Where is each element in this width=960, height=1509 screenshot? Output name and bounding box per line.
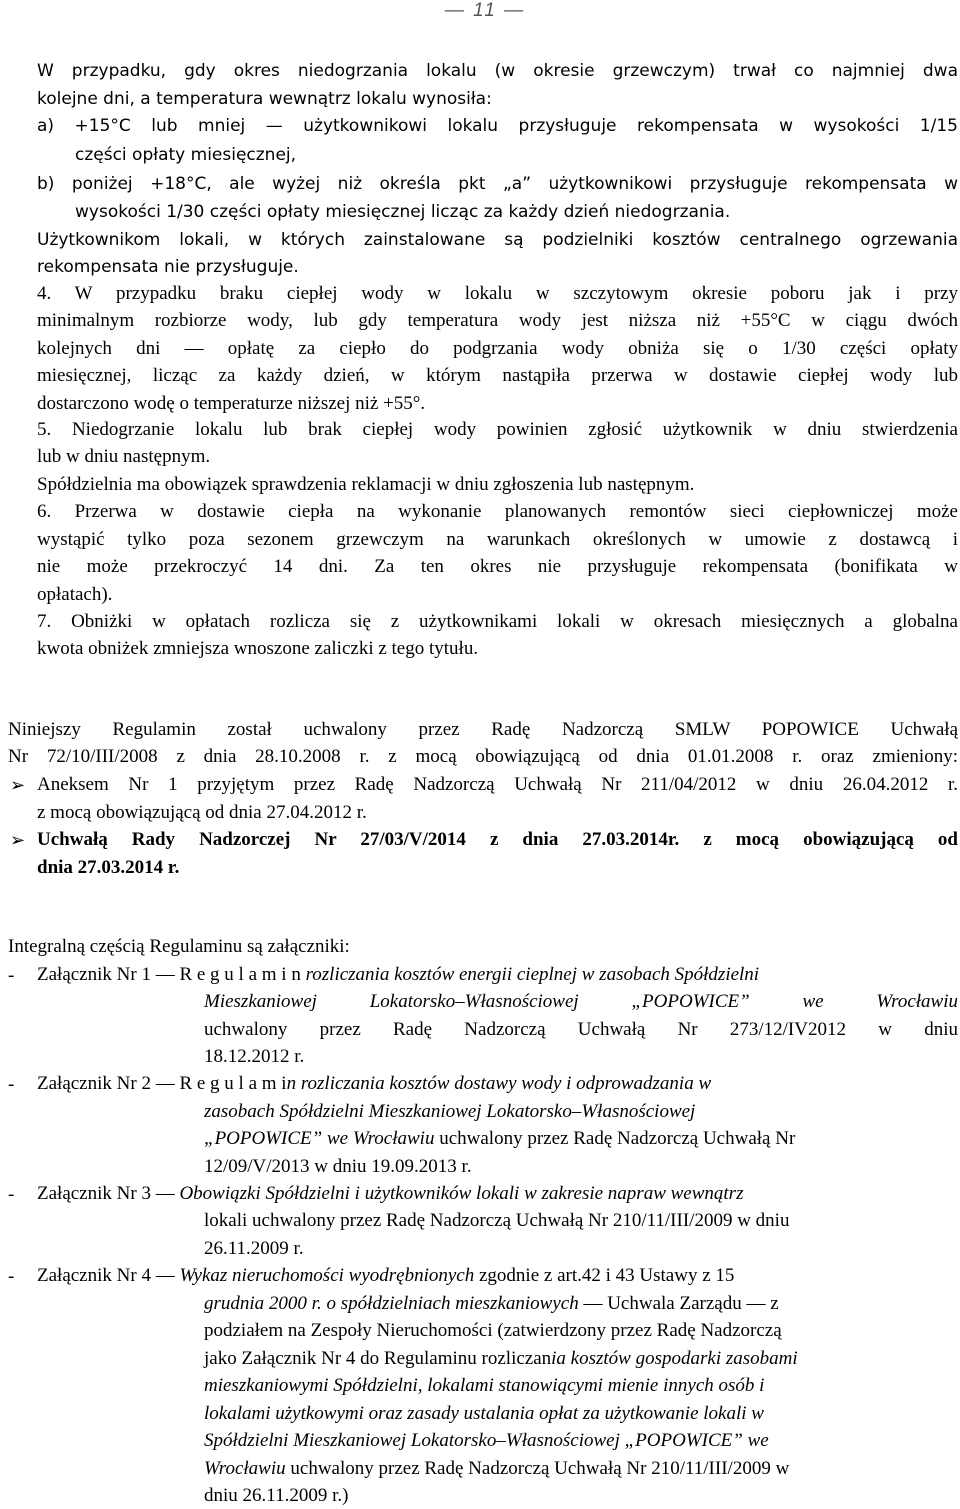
point-4-line-1: 4. W przypadku braku ciepłej wody w lokalu w szczytowym okresie poboru jak i przy <box>37 283 958 304</box>
annex-1-line-4: 18.12.2012 r. <box>204 1046 305 1067</box>
annex-4-line-7: Spółdzielni Mieszkaniowej Lokatorsko–Własnościowej „POPOWICE” we <box>204 1430 769 1451</box>
annex-1-label: Załącznik Nr 1 — R e g u l a m i n <box>37 964 301 985</box>
annex-2-label: Załącznik Nr 2 — R e g u l a m i <box>37 1073 287 1094</box>
amendment-2-line-1: Uchwałą Rady Nadzorczej Nr 27/03/V/2014 z dnia 27.03.2014r. z mocą obowiązującą od <box>37 829 958 850</box>
annex-3-title: Obowiązki Spółdzielni i użytkowników lokali w zakresie napraw wewnątrz <box>179 1183 744 1204</box>
annex-4-line-4-italic: ia kosztów gospodarki zasobami <box>551 1348 798 1369</box>
annex-3-line-3: 26.11.2009 r. <box>204 1238 304 1259</box>
intro-line-2: kolejne dni, a temperatura wewnątrz lokalu wynosiła: <box>37 89 492 109</box>
dash-bullet: - <box>8 1074 15 1095</box>
point-7-line-1: 7. Obniżki w opłatach rozlicza się z użytkownikami lokali w okresach miesięcznych a globalna <box>37 611 958 632</box>
arrow-bullet-icon: ➢ <box>10 775 26 796</box>
adoption-line-1: Niniejszy Regulamin został uchwalony przez Radę Nadzorczą SMLW POPOWICE Uchwałą <box>8 719 958 740</box>
annex-4-line-8-rest: uchwalony przez Radę Nadzorczą Uchwałą Nr 210/11/III/2009 w <box>290 1458 790 1479</box>
item-b-line-2: wysokości 1/30 części opłaty miesięcznej licząc za każdy dzień niedogrzania. <box>75 202 731 222</box>
annex-4-line-1 <box>37 1266 734 1285</box>
annex-2-line-3 <box>204 1129 795 1148</box>
annex-2-title: n rozliczania kosztów dostawy wody i odprowadzania w <box>286 1073 712 1094</box>
amendment-1-line-2: z mocą obowiązującą od dnia 27.04.2012 r. <box>37 802 367 823</box>
annex-4-label: Załącznik Nr 4 — <box>37 1265 175 1286</box>
annex-4-line-9: dniu 26.11.2009 r.) <box>204 1485 349 1506</box>
point-5-line-2: lub w dniu następnym. <box>37 446 211 467</box>
point-6-line-4: opłatach). <box>37 584 113 605</box>
annex-4-title: Wykaz nieruchomości wyodrębnionych <box>179 1265 475 1286</box>
annex-4-line-4-plain: jako Załącznik Nr 4 do Regulaminu rozliczan <box>204 1348 552 1369</box>
annex-1-line-1 <box>37 965 759 984</box>
point-6-line-3: nie może przekroczyć 14 dni. Za ten okres nie przysługuje rekompensata (bonifikata w <box>37 556 958 577</box>
annex-4-line-2 <box>204 1294 779 1313</box>
point-7-line-2: kwota obniżek zmniejsza wnoszone zaliczki z tego tytułu. <box>37 638 479 659</box>
annex-1-line-2: Mieszkaniowej Lokatorsko–Własnościowej „POPOWICE” we Wrocławiu <box>204 991 958 1012</box>
annex-3-line-2: lokali uchwalony przez Radę Nadzorczą Uchwałą Nr 210/11/III/2009 w dniu <box>204 1210 790 1231</box>
item-a-line-2: części opłaty miesięcznej, <box>75 145 297 165</box>
annex-4-line-2-rest: — Uchwala Zarządu — z <box>583 1293 779 1314</box>
dash-bullet: - <box>8 965 15 986</box>
annex-4-line-8-italic: Wrocławiu <box>204 1458 286 1479</box>
amendment-1-line-1: Aneksem Nr 1 przyjętym przez Radę Nadzorczą Uchwałą Nr 211/04/2012 w dniu 26.04.2012 r. <box>37 774 958 795</box>
annex-4-line-3: podziałem na Zespoły Nieruchomości (zatwierdzony przez Radę Nadzorczą <box>204 1320 782 1341</box>
annex-2-line-1 <box>37 1074 711 1093</box>
annex-4-line-4 <box>204 1349 798 1368</box>
arrow-bullet-icon: ➢ <box>10 830 26 851</box>
annex-3-label: Załącznik Nr 3 — <box>37 1183 175 1204</box>
page-number: — 11 — <box>444 0 526 21</box>
annex-2-line-3-italic: „POPOWICE” we Wrocławiu <box>204 1128 435 1149</box>
adoption-line-2: Nr 72/10/III/2008 z dnia 28.10.2008 r. z mocą obowiązującą od dnia 01.01.2008 r. oraz zmieniony: <box>8 746 958 767</box>
point-6-line-2: wystąpić tylko poza sezonem grzewczym na warunkach określonych w umowie z dostawcą i <box>37 529 958 550</box>
amendment-2-line-2: dnia 27.03.2014 r. <box>37 857 180 878</box>
annex-4-line-5: mieszkaniowymi Spółdzielni, lokalami stanowiącymi mienie innych osób i <box>204 1375 765 1396</box>
point-4-line-4: miesięcznej, licząc za każdy dzień, w którym nastąpiła przerwa w dostawie ciepłej wody lub <box>37 365 958 386</box>
annex-2-line-3-rest: uchwalony przez Radę Nadzorczą Uchwałą Nr <box>439 1128 796 1149</box>
point-6-line-1: 6. Przerwa w dostawie ciepła na wykonanie planowanych remontów sieci ciepłowniczej może <box>37 501 958 522</box>
annex-1-line-3: uchwalony przez Radę Nadzorczą Uchwałą Nr 273/12/IV2012 w dniu <box>204 1019 958 1040</box>
point-4-line-5: dostarczono wodę o temperaturze niższej niż +55°. <box>37 393 426 414</box>
annex-2-line-2: zasobach Spółdzielni Mieszkaniowej Lokatorsko–Własnościowej <box>204 1101 696 1122</box>
intro-line-1: W przypadku, gdy okres niedogrzania lokalu (w okresie grzewczym) trwał co najmniej dwa <box>37 61 958 81</box>
point-5-line-3: Spółdzielnia ma obowiązek sprawdzenia reklamacji w dniu zgłoszenia lub następnym. <box>37 474 695 495</box>
annex-3-line-1 <box>37 1184 743 1203</box>
annex-2-line-4: 12/09/V/2013 w dniu 19.09.2013 r. <box>204 1156 472 1177</box>
annex-1-title: rozliczania kosztów energii cieplnej w zasobach Spółdzielni <box>305 964 760 985</box>
point-4-line-2: minimalnym rozbiorze wody, lub gdy temperatura wody jest niższa niż +55°C w ciągu dwóch <box>37 310 958 331</box>
annex-4-line-2-italic: grudnia 2000 r. o spółdzielniach mieszkaniowych <box>204 1293 579 1314</box>
item-a-line-1: a) +15°C lub mniej — użytkownikowi lokalu przysługuje rekompensata w wysokości 1/15 <box>37 116 958 136</box>
divider-note-line-2: rekompensata nie przysługuje. <box>37 257 299 277</box>
dash-bullet: - <box>8 1266 15 1287</box>
point-5-line-1: 5. Niedogrzanie lokalu lub brak ciepłej wody powinien zgłosić użytkownik w dniu stwierdzenia <box>37 419 958 440</box>
annex-4-line-8 <box>204 1459 789 1478</box>
divider-note-line-1: Użytkownikom lokali, w których zainstalowane są podzielniki kosztów centralnego ogrzewania <box>37 230 958 250</box>
point-4-line-3: kolejnych dni — opłatę za ciepło do podgrzania wody obniża się o 1/30 części opłaty <box>37 338 958 359</box>
annexes-heading: Integralną częścią Regulaminu są załączniki: <box>8 936 350 957</box>
item-b-line-1: b) poniżej +18°C, ale wyżej niż określa pkt „a” użytkownikowi przysługuje rekompensata w <box>37 174 958 194</box>
dash-bullet: - <box>8 1184 15 1205</box>
annex-4-line-6: lokalami użytkowymi oraz zasady ustalania opłat za użytkowanie lokali w <box>204 1403 764 1424</box>
annex-4-title-rest: zgodnie z art.42 i 43 Ustawy z 15 <box>479 1265 735 1286</box>
